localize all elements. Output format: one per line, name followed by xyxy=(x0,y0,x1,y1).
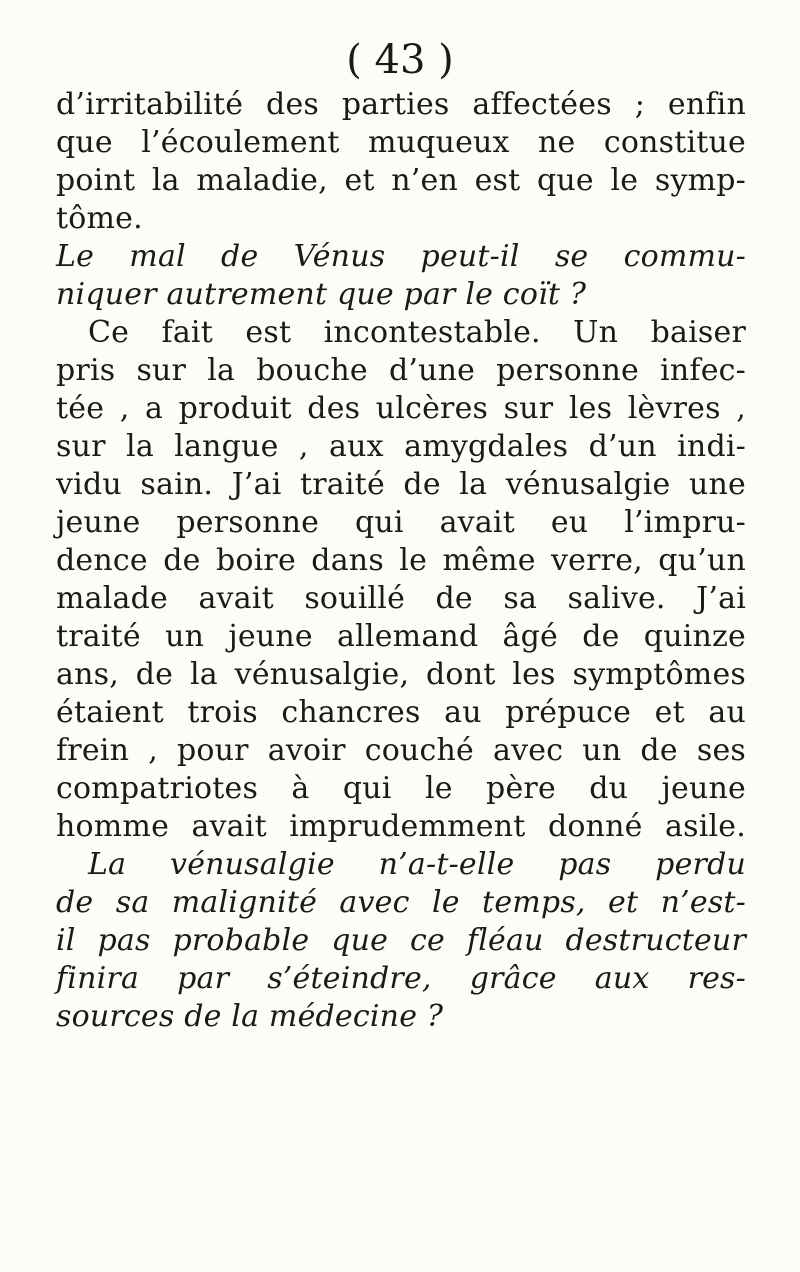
text-line: vidu sain. J’ai traité de la vénusalgie une xyxy=(56,467,746,502)
text-line: point la maladie, et n’en est que le symp- xyxy=(56,163,746,198)
text-line: sur la langue , aux amygdales d’un indi- xyxy=(56,429,746,464)
question-heading-line: niquer autrement que par le coït ? xyxy=(56,277,587,312)
body-text xyxy=(56,86,746,1036)
text-line: ans, de la vénusalgie, dont les symptômes xyxy=(56,657,746,692)
page-number: ( 43 ) xyxy=(346,37,454,83)
question-heading-line: il pas probable que ce fléau destructeur xyxy=(56,923,746,958)
text-line: dence de boire dans le même verre, qu’un xyxy=(56,543,746,578)
question-heading-line: Le mal de Vénus peut-il se commu- xyxy=(56,239,746,274)
text-line: pris sur la bouche d’une personne infec- xyxy=(56,353,746,388)
question-heading-line: de sa malignité avec le temps, et n’est- xyxy=(56,885,746,920)
text-line: tôme. xyxy=(56,201,143,236)
text-line: Ce fait est incontestable. Un baiser xyxy=(88,315,746,350)
text-line: traité un jeune allemand âgé de quinze xyxy=(56,619,746,654)
text-line: jeune personne qui avait eu l’impru- xyxy=(56,505,746,540)
text-line: d’irritabilité des parties affectées ; enfin xyxy=(56,87,746,122)
question-heading-line: sources de la médecine ? xyxy=(56,999,444,1034)
text-line: que l’écoulement muqueux ne constitue xyxy=(56,125,746,160)
text-line: étaient trois chancres au prépuce et au xyxy=(56,695,746,730)
text-line: malade avait souillé de sa salive. J’ai xyxy=(56,581,746,616)
question-heading-line: finira par s’éteindre, grâce aux res- xyxy=(56,961,746,996)
text-line: tée , a produit des ulcères sur les lèvres , xyxy=(56,391,746,426)
question-heading-line: La vénusalgie n’a-t-elle pas perdu xyxy=(88,847,746,882)
text-line: frein , pour avoir couché avec un de ses xyxy=(56,733,746,768)
text-line: compatriotes à qui le père du jeune xyxy=(56,771,746,806)
text-line: homme avait imprudemment donné asile. xyxy=(56,809,746,844)
